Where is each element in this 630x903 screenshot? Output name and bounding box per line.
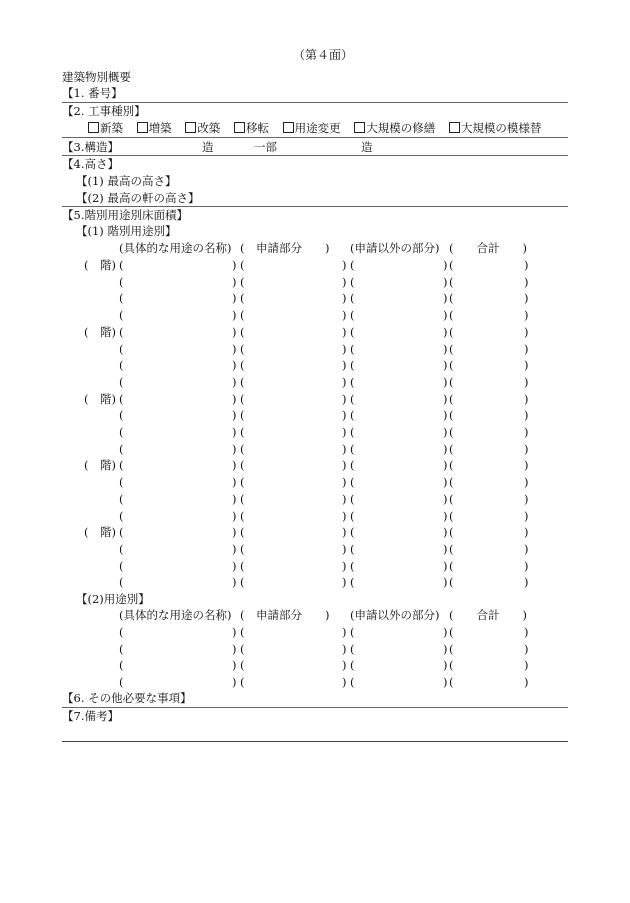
other-area-field-close: ) [443,308,448,323]
applied-area-field-open: ( [240,258,245,272]
other-area-field-close: ) [443,324,448,339]
total-area-field-close: ) [524,425,529,439]
divider [62,155,568,156]
applied-area-field-close: ) [342,258,347,272]
other-area-field-close: ) [443,391,448,406]
other-area-field-close: ) [443,508,448,523]
total-area-field-open: ( [449,358,454,373]
use-name-field-open: ( [119,274,124,289]
applied-area-field-close: ) [342,658,347,673]
use-name-field-open: ( [119,308,124,323]
total-area-field-open: ( [449,491,454,506]
floor-number-field[interactable]: ( 階) [84,458,116,473]
table-row [0,407,630,423]
other-area-field-close: ) [443,258,448,272]
use-name-field-close: ) [232,675,237,690]
use-name-field-open: ( [119,491,124,506]
total-area-field-close: ) [524,625,529,639]
applied-area-field-close: ) [342,458,347,473]
applied-area-field-close: ) [342,374,347,389]
option-major-repair[interactable]: 大規模の修繕 [354,121,435,135]
use-name-field-close: ) [232,258,237,272]
use-name-field-open: ( [119,658,124,673]
option-new[interactable]: 新築 [88,121,123,135]
applied-area-field-open: ( [240,575,245,590]
divider [62,102,568,103]
use-name-field-open: ( [119,291,124,306]
total-area-field-open: ( [449,625,454,639]
applied-area-field-close: ) [342,625,347,639]
applied-area-field-open: ( [240,458,245,473]
total-area-field-close: ) [524,341,529,356]
use-name-field-open: ( [119,625,124,639]
table-row [0,558,630,574]
use-name-field-open: ( [119,341,124,356]
by-floor-label: 【(1) 階別用途別】 [76,224,177,238]
applied-area-field-close: ) [342,324,347,339]
option-extension[interactable]: 増築 [137,121,172,135]
divider [62,707,568,708]
other-area-field-open: ( [350,258,355,272]
section-6-title: 【6. その他必要な事項】 [62,691,192,705]
applied-area-field-open: ( [240,541,245,556]
table-row [0,641,630,657]
total-area-field-open: ( [449,641,454,656]
total-area-field-open: ( [449,291,454,306]
table-row [0,541,630,557]
header-applied-area: ( 申請部分 ) [240,241,330,255]
applied-area-field-open: ( [240,374,245,389]
total-area-field-close: ) [524,308,529,323]
total-area-field-open: ( [449,508,454,523]
max-height-label: 【(1) 最高の高さ】 [76,174,177,188]
checkbox-icon[interactable] [449,122,460,133]
other-area-field-close: ) [443,491,448,506]
by-use-label: 【(2)用途別】 [76,592,150,606]
other-area-field-open: ( [350,291,355,306]
total-area-field-open: ( [449,558,454,573]
section-3-title: 【3.構造】 [62,140,119,154]
checkbox-icon[interactable] [283,122,294,133]
other-area-field-open: ( [350,491,355,506]
applied-area-field-open: ( [240,291,245,306]
applied-area-field-close: ) [342,391,347,406]
table-row [0,474,630,490]
use-name-field-open: ( [119,541,124,556]
applied-area-field-open: ( [240,274,245,289]
other-area-field-close: ) [443,341,448,356]
total-area-field-close: ) [524,491,529,506]
table-row [0,391,630,407]
applied-area-field-open: ( [240,308,245,323]
table-row [0,307,630,323]
use-name-field-close: ) [232,508,237,523]
other-area-field-open: ( [350,575,355,590]
total-area-field-open: ( [449,475,454,490]
table-row [0,624,630,640]
use-name-field-close: ) [232,541,237,556]
use-name-field-open: ( [119,558,124,573]
applied-area-field-close: ) [342,274,347,289]
use-name-field-open: ( [119,258,124,272]
use-name-field-close: ) [232,324,237,339]
applied-area-field-open: ( [240,408,245,423]
other-area-field-close: ) [443,358,448,373]
total-area-field-close: ) [524,558,529,573]
use-name-field-open: ( [119,575,124,590]
total-area-field-open: ( [449,658,454,673]
total-area-field-open: ( [449,274,454,289]
page-label: （第４面） [293,48,354,62]
use-name-field-close: ) [232,475,237,490]
option-major-remodel[interactable]: 大規模の模様替 [449,121,542,135]
other-area-field-open: ( [350,458,355,473]
total-area-field-open: ( [449,425,454,439]
other-area-field-open: ( [350,324,355,339]
other-area-field-open: ( [350,525,355,540]
total-area-field-close: ) [524,675,529,690]
table-row [0,657,630,673]
use-name-field-close: ) [232,374,237,389]
other-area-field-close: ) [443,525,448,540]
other-area-field-open: ( [350,408,355,423]
table-row [0,257,630,273]
header-total-area: ( 合計 ) [449,241,527,255]
other-area-field-open: ( [350,441,355,456]
table-row [0,574,630,590]
other-area-field-close: ) [443,274,448,289]
other-area-field-close: ) [443,291,448,306]
use-name-field-open: ( [119,525,124,540]
applied-area-field-close: ) [342,308,347,323]
total-area-field-open: ( [449,258,454,272]
use-name-field-close: ) [232,491,237,506]
total-area-field-close: ) [524,274,529,289]
total-area-field-close: ) [524,475,529,490]
other-area-field-close: ) [443,558,448,573]
use-name-field-open: ( [119,675,124,690]
option-rebuild[interactable]: 改築 [185,121,220,135]
applied-area-field-close: ) [342,341,347,356]
header-other-area: (申請以外の部分) [350,608,440,622]
applied-area-field-close: ) [342,425,347,439]
other-area-field-open: ( [350,341,355,356]
table-row [0,374,630,390]
other-area-field-close: ) [443,658,448,673]
table-header-row [0,607,630,623]
table-header-row [0,240,630,256]
other-area-field-open: ( [350,625,355,639]
other-area-field-close: ) [443,408,448,423]
other-area-field-close: ) [443,458,448,473]
applied-area-field-close: ) [342,541,347,556]
use-name-field-close: ) [232,575,237,590]
applied-area-field-close: ) [342,358,347,373]
header-applied-area: ( 申請部分 ) [240,608,330,622]
use-name-field-close: ) [232,558,237,573]
applied-area-field-close: ) [342,291,347,306]
other-area-field-open: ( [350,641,355,656]
use-name-field-close: ) [232,408,237,423]
other-area-field-close: ) [443,425,448,439]
section-4-title: 【4.高さ】 [62,157,119,171]
table-row [0,508,630,524]
divider [62,137,568,138]
applied-area-field-open: ( [240,475,245,490]
floor-number-field[interactable]: ( 階) [84,258,116,272]
use-name-field-open: ( [119,324,124,339]
checkbox-icon[interactable] [354,122,365,133]
header-total-area: ( 合計 ) [449,608,527,622]
applied-area-field-open: ( [240,625,245,639]
divider [62,741,568,742]
other-area-field-close: ) [443,475,448,490]
other-area-field-close: ) [443,625,448,639]
use-name-field-close: ) [232,308,237,323]
total-area-field-open: ( [449,458,454,473]
total-area-field-open: ( [449,408,454,423]
total-area-field-open: ( [449,391,454,406]
divider [62,206,568,207]
use-name-field-close: ) [232,658,237,673]
use-name-field-open: ( [119,408,124,423]
total-area-field-close: ) [524,358,529,373]
use-name-field-open: ( [119,458,124,473]
table-row [0,424,630,440]
use-name-field-close: ) [232,525,237,540]
total-area-field-close: ) [524,508,529,523]
applied-area-field-close: ) [342,441,347,456]
other-area-field-open: ( [350,675,355,690]
other-area-field-open: ( [350,358,355,373]
use-name-field-close: ) [232,641,237,656]
total-area-field-close: ) [524,441,529,456]
table-row [0,457,630,473]
other-area-field-open: ( [350,391,355,406]
header-other-area: (申請以外の部分) [350,241,440,255]
use-name-field-close: ) [232,341,237,356]
applied-area-field-close: ) [342,558,347,573]
checkbox-icon[interactable] [234,122,245,133]
applied-area-field-open: ( [240,491,245,506]
other-area-field-close: ) [443,374,448,389]
use-name-field-close: ) [232,425,237,439]
table-row [0,290,630,306]
structure-label-2: 一部 [254,140,277,154]
applied-area-field-close: ) [342,641,347,656]
total-area-field-close: ) [524,575,529,590]
use-name-field-open: ( [119,475,124,490]
applied-area-field-open: ( [240,341,245,356]
other-area-field-open: ( [350,658,355,673]
total-area-field-close: ) [524,658,529,673]
total-area-field-close: ) [524,641,529,656]
other-area-field-open: ( [350,475,355,490]
applied-area-field-close: ) [342,408,347,423]
applied-area-field-close: ) [342,508,347,523]
checkbox-icon[interactable] [88,122,99,133]
floor-number-field[interactable]: ( 階) [84,324,116,339]
total-area-field-close: ) [524,374,529,389]
other-area-field-close: ) [443,441,448,456]
applied-area-field-open: ( [240,358,245,373]
applied-area-field-close: ) [342,491,347,506]
applied-area-field-open: ( [240,324,245,339]
floor-number-field[interactable]: ( 階) [84,525,116,540]
applied-area-field-open: ( [240,641,245,656]
section-2-title: 【2. 工事種別】 [62,104,146,118]
applied-area-field-open: ( [240,441,245,456]
table-row [0,324,630,340]
total-area-field-open: ( [449,308,454,323]
use-name-field-close: ) [232,291,237,306]
other-area-field-open: ( [350,308,355,323]
structure-label-3: 造 [361,140,373,154]
use-name-field-close: ) [232,274,237,289]
table-row [0,274,630,290]
other-area-field-close: ) [443,675,448,690]
other-area-field-open: ( [350,541,355,556]
total-area-field-close: ) [524,291,529,306]
table-row [0,491,630,507]
use-name-field-open: ( [119,358,124,373]
total-area-field-close: ) [524,408,529,423]
other-area-field-open: ( [350,508,355,523]
applied-area-field-open: ( [240,675,245,690]
applied-area-field-open: ( [240,425,245,439]
total-area-field-open: ( [449,341,454,356]
total-area-field-close: ) [524,525,529,540]
other-area-field-open: ( [350,374,355,389]
use-name-field-close: ) [232,391,237,406]
total-area-field-close: ) [524,391,529,406]
other-area-field-open: ( [350,274,355,289]
other-area-field-open: ( [350,558,355,573]
option-relocation[interactable]: 移転 [234,121,269,135]
section-7-title: 【7.備考】 [62,709,119,723]
header-use-name: (具体的な用途の名称) [119,241,232,255]
option-use-change[interactable]: 用途変更 [283,121,341,135]
use-name-field-open: ( [119,391,124,406]
total-area-field-open: ( [449,374,454,389]
applied-area-field-close: ) [342,475,347,490]
table-row [0,341,630,357]
document-title: 建築物別概要 [62,70,131,84]
total-area-field-open: ( [449,541,454,556]
use-name-field-open: ( [119,425,124,439]
use-name-field-open: ( [119,441,124,456]
total-area-field-close: ) [524,258,529,272]
use-name-field-close: ) [232,625,237,639]
use-name-field-close: ) [232,441,237,456]
max-eave-height-label: 【(2) 最高の軒の高さ】 [76,191,200,205]
use-name-field-close: ) [232,358,237,373]
section-1-title: 【1. 番号】 [62,86,123,100]
floor-number-field[interactable]: ( 階) [84,391,116,406]
total-area-field-open: ( [449,575,454,590]
applied-area-field-close: ) [342,525,347,540]
applied-area-field-open: ( [240,658,245,673]
structure-label-1: 造 [202,140,214,154]
table-row [0,524,630,540]
other-area-field-open: ( [350,425,355,439]
applied-area-field-open: ( [240,558,245,573]
applied-area-field-close: ) [342,675,347,690]
use-name-field-close: ) [232,458,237,473]
total-area-field-open: ( [449,525,454,540]
section-5-title: 【5.階別用途別床面積】 [62,208,188,222]
applied-area-field-open: ( [240,525,245,540]
construction-type-options [88,121,541,135]
total-area-field-open: ( [449,675,454,690]
use-name-field-open: ( [119,508,124,523]
applied-area-field-open: ( [240,391,245,406]
applied-area-field-close: ) [342,575,347,590]
use-name-field-open: ( [119,641,124,656]
total-area-field-close: ) [524,541,529,556]
other-area-field-close: ) [443,575,448,590]
total-area-field-open: ( [449,441,454,456]
total-area-field-open: ( [449,324,454,339]
total-area-field-close: ) [524,324,529,339]
other-area-field-close: ) [443,541,448,556]
total-area-field-close: ) [524,458,529,473]
other-area-field-close: ) [443,641,448,656]
table-row [0,357,630,373]
table-row [0,441,630,457]
table-row [0,674,630,690]
header-use-name: (具体的な用途の名称) [119,608,232,622]
use-name-field-open: ( [119,374,124,389]
checkbox-icon[interactable] [185,122,196,133]
checkbox-icon[interactable] [137,122,148,133]
applied-area-field-open: ( [240,508,245,523]
